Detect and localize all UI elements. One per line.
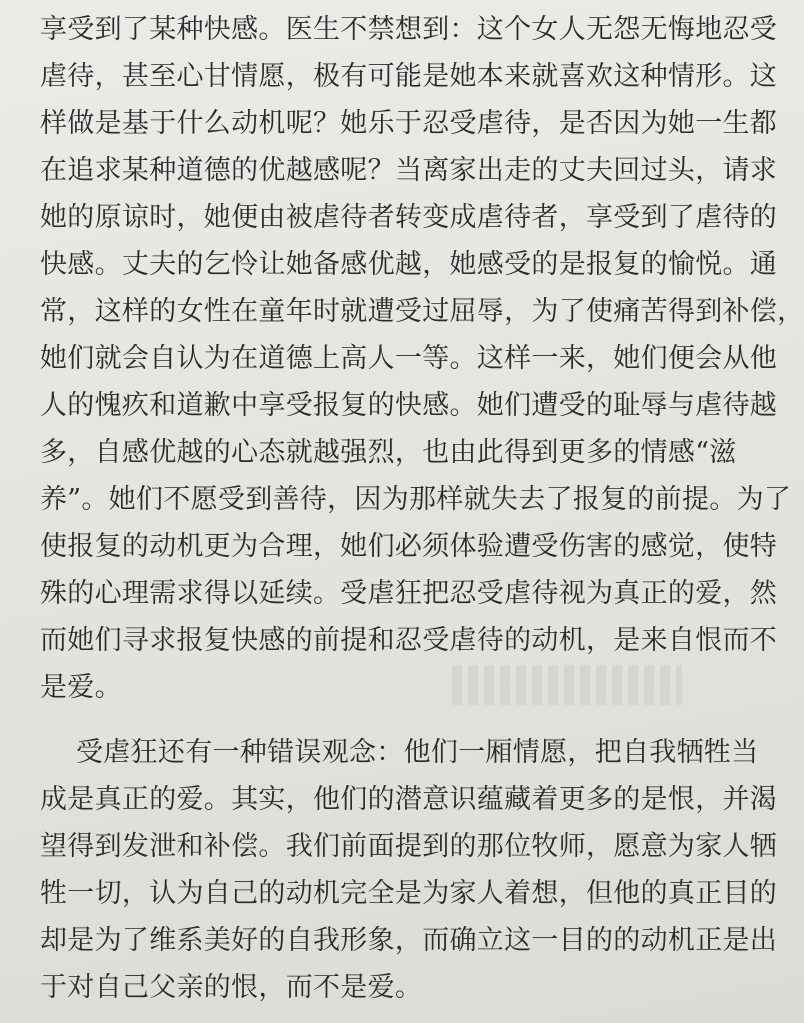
text-line: 快感。丈夫的乞怜让她备感优越，她感受的是报复的愉悦。通 [40, 249, 778, 280]
text-line: 是爱。 [40, 672, 122, 703]
paragraph-2 [40, 729, 778, 1011]
text-line: 养”。她们不愿受到善待，因为那样就失去了报复的前提。为了 [40, 484, 792, 515]
text-line: 人的愧疚和道歉中享受报复的快感。她们遭受的耻辱与虐待越 [40, 390, 778, 421]
text-line: 她们就会自认为在道德上高人一等。这样一来，她们便会从他 [40, 343, 778, 374]
text-line: 却是为了维系美好的自我形象，而确立这一目的的动机正是出 [40, 925, 778, 956]
text-line: 常，这样的女性在童年时就遭受过屈辱，为了使痛苦得到补偿， [40, 296, 804, 327]
text-line: 望得到发泄和补偿。我们前面提到的那位牧师，愿意为家人牺 [40, 831, 778, 862]
text-line: 牲一切，认为自己的动机完全是为家人着想，但他的真正目的 [40, 878, 778, 909]
text-line: 而她们寻求报复快感的前提和忍受虐待的动机，是来自恨而不 [40, 625, 778, 656]
paragraph-1 [40, 6, 804, 711]
text-line: 虐待，甚至心甘情愿，极有可能是她本来就喜欢这种情形。这 [40, 61, 778, 92]
text-line: 于对自己父亲的恨，而不是爱。 [40, 972, 423, 1003]
text-line: 享受到了某种快感。医生不禁想到：这个女人无怨无悔地忍受 [40, 14, 778, 45]
text-line: 样做是基于什么动机呢？她乐于忍受虐待，是否因为她一生都 [40, 108, 778, 139]
text-line: 殊的心理需求得以延续。受虐狂把忍受虐待视为真正的爱，然 [40, 578, 778, 609]
text-line: 在追求某种道德的优越感呢？当离家出走的丈夫回过头，请求 [40, 155, 778, 186]
paragraph-gap [40, 711, 696, 729]
text-line: 成是真正的爱。其实，他们的潜意识蕴藏着更多的是恨，并渴 [40, 784, 778, 815]
text-line: 受虐狂还有一种错误观念：他们一厢情愿，把自我牺牲当 [76, 737, 759, 768]
text-line: 多，自感优越的心态就越强烈，也由此得到更多的情感“滋 [40, 437, 737, 468]
text-line: 她的原谅时，她便由被虐待者转变成虐待者，享受到了虐待的 [40, 202, 778, 233]
text-line: 使报复的动机更为合理，她们必须体验遭受伤害的感觉，使特 [40, 531, 778, 562]
